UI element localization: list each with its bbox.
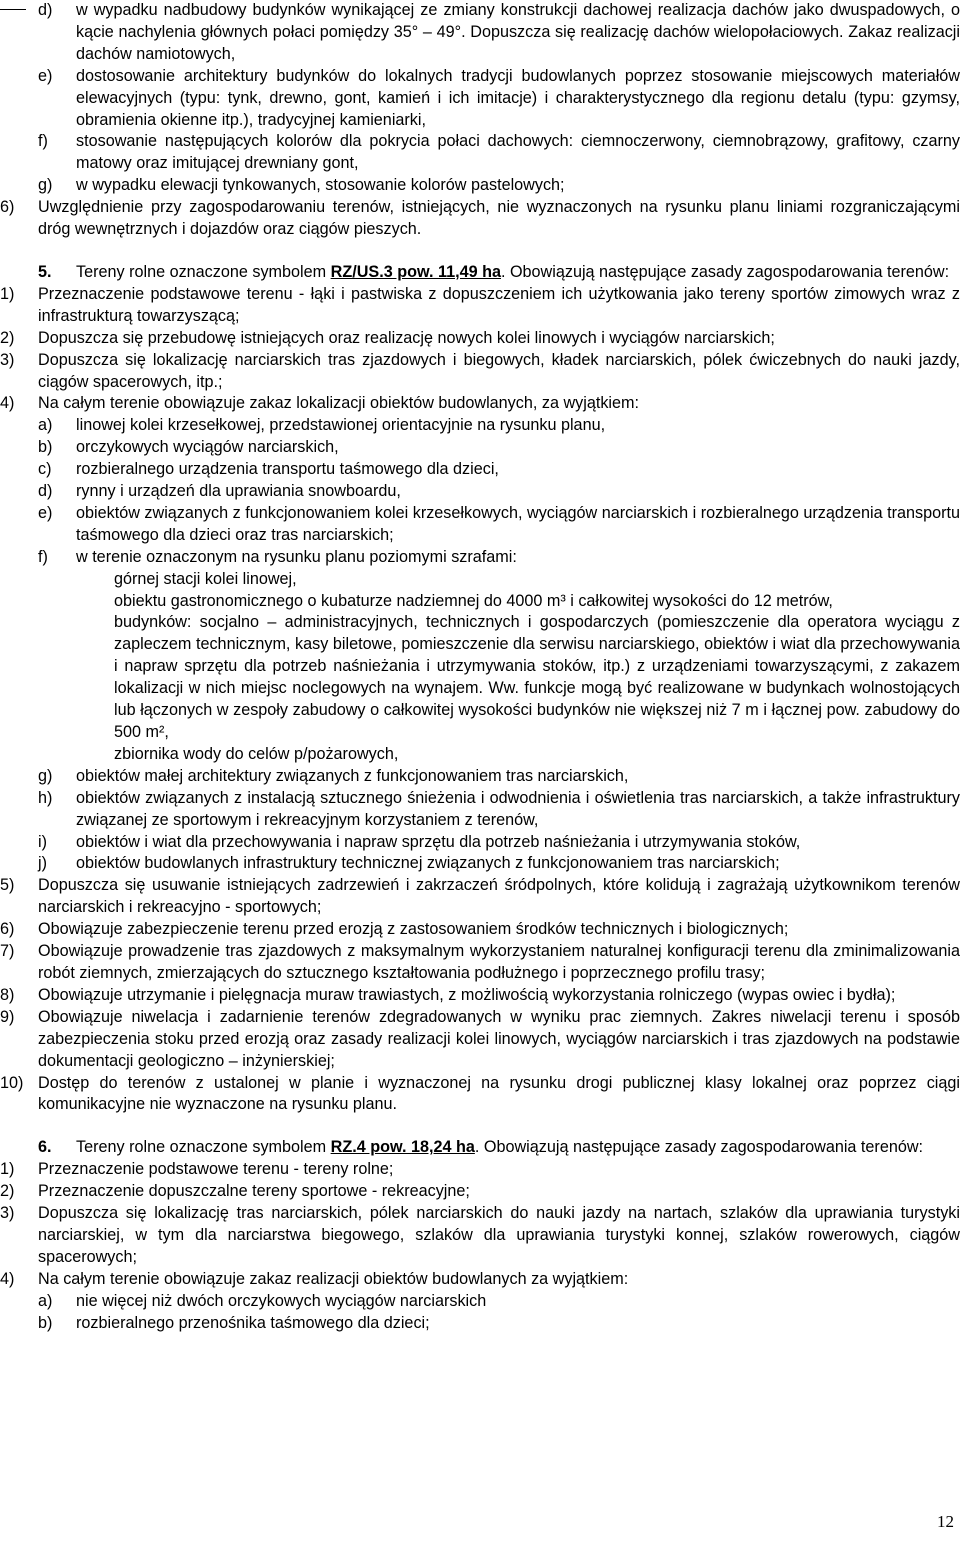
- item-text: w wypadku nadbudowy budynków wynikającej ze zmiany konstrukcji dachowej realizacja dachów jako dwuspadowych, o kącie nachylenia głównych połaci pomiędzy 35° – 49°. Dopuszcza się realizację dachów wielopołaciowych. Zakaz realizacji dachów namiotowych,: [76, 1, 960, 63]
- list-item: [0, 569, 960, 591]
- list-item: [0, 547, 960, 569]
- section-6-number: 6.: [38, 1138, 52, 1157]
- item-text: obiektów małej architektury związanych z funkcjonowaniem tras narciarskich,: [76, 766, 629, 785]
- list-item: [0, 459, 960, 481]
- list-item: [0, 1073, 960, 1117]
- section-5-heading: [0, 262, 960, 284]
- item-text: Na całym terenie obowiązuje zakaz lokalizacji obiektów budowlanych, za wyjątkiem:: [38, 394, 640, 413]
- list-item: [0, 919, 960, 941]
- list-item: [0, 1181, 960, 1203]
- item-number: i): [38, 832, 47, 851]
- item-text: Obowiązuje prowadzenie tras zjazdowych z maksymalnym wykorzystaniem naturalnej konfiguracji terenu dla zminimalizowania robót ziemnych, zmierzających do sztucznego kształtowania podłużnego i poprzecznego profilu trasy;: [38, 942, 960, 982]
- list-item: [0, 350, 960, 394]
- list-item: [0, 131, 960, 175]
- list-item: [0, 1313, 960, 1335]
- section-6-list: [0, 1159, 960, 1334]
- section-5-symbol: RZ/US.3 pow. 11,49 ha: [330, 262, 501, 281]
- item-text: Uwzględnienie przy zagospodarowaniu terenów, istniejących, nie wyznaczonych na rysunku planu liniami rozgraniczającymi dróg wewnętrznych i dojazdów oraz ciągów pieszych.: [38, 198, 960, 239]
- list-item: [0, 1203, 960, 1269]
- list-item: [0, 612, 960, 743]
- item-number: f): [38, 547, 48, 566]
- section-6-symbol: RZ.4 pow. 18,24 ha: [330, 1138, 475, 1157]
- item-text: budynków: socjalno – administracyjnych, technicznych i gospodarczych (pomieszczenie dla operatora wyciągu z zapleczem technicznym, kasy biletowe, pomieszczenie dla serwisu narciarskiego, obiektów i wiat dla przechowywania i napraw sprzętu dla potrzeb naśnieżania i utrzymywania stoków, itp.) z urządzeniami towarzyszącymi, z zakazem lokalizacji w nich miejsc noclegowych na wynajem. Ww. funkcje mogą być realizowane w budynkach wolnostojących lub łączonych w zespoły zabudowy o całkowitej wysokości budynków nie większej niż 7 m i łącznej pow. zabudowy do 500 m²,: [114, 613, 960, 741]
- list-item: [0, 788, 960, 832]
- item-number: b): [38, 438, 53, 457]
- item-number: 6): [0, 920, 15, 939]
- section-4-continuation: [0, 0, 960, 241]
- item-number: 1): [0, 284, 15, 303]
- list-item: [0, 875, 960, 919]
- list-item: [0, 0, 960, 66]
- section-6-post: . Obowiązują następujące zasady zagospodarowania terenów:: [474, 1138, 924, 1157]
- item-text: Przeznaczenie podstawowe terenu - tereny rolne;: [38, 1160, 394, 1179]
- list-item: [0, 832, 960, 854]
- item-number: 4): [0, 1269, 15, 1288]
- item-text: w terenie oznaczonym na rysunku planu poziomymi szrafami:: [76, 547, 517, 566]
- item-number: c): [38, 460, 52, 479]
- item-text: Obowiązuje utrzymanie i pielęgnacja muraw trawiastych, z możliwością wykorzystania rolniczego (wypas owiec i bydła);: [38, 985, 896, 1004]
- list-item: [0, 503, 960, 547]
- item-number: 2): [0, 1182, 15, 1201]
- item-number: b): [38, 1313, 53, 1332]
- page-number: 12: [937, 1512, 954, 1531]
- dash-marker: [76, 612, 114, 743]
- list-item: [0, 1269, 960, 1291]
- list-item: [0, 766, 960, 788]
- section-6-pre: Tereny rolne oznaczone symbolem: [76, 1138, 331, 1157]
- item-text: zbiornika wody do celów p/pożarowych,: [114, 744, 399, 763]
- item-number: 3): [0, 350, 15, 369]
- item-number: 8): [0, 985, 15, 1004]
- item-text: Obowiązuje niwelacja i zadarnienie terenów zdegradowanych w wyniku prac ziemnych. Zakres niwelacji terenu i sposób zabezpieczenia stoku przed erozją oraz zasady realizacji kolei linowych, wyciągów narciarskich i tras zjazdowych na podstawie dokumentacji geologiczno – inżynierskiej;: [38, 1007, 960, 1070]
- section-5-number: 5.: [38, 262, 52, 281]
- item-number: 6): [0, 198, 15, 217]
- item-text: obiektów związanych z funkcjonowaniem kolei krzesełkowych, wyciągów narciarskich i rozbieralnego urządzenia transportu taśmowego dla dzieci oraz tras narciarskich;: [76, 503, 960, 544]
- item-text: Dostęp do terenów z ustalonej w planie i wyznaczonej na rysunku drogi publicznej klasy lokalnej oraz poprzez ciągi komunikacyjne nie wyznaczone na rysunku planu.: [38, 1073, 960, 1114]
- item-text: Dopuszcza się przebudowę istniejących oraz realizację nowych kolei linowych i wyciągów narciarskich;: [38, 328, 775, 347]
- item-text: Dopuszcza się lokalizację tras narciarskich, pólek narciarskich do nauki jazdy na nartach, szlaków dla uprawiania turystyki narciarskiej, w tym dla narciarstwa biegowego, szlaków dla uprawiania turystyki konnej, szlaków rowerowych, ciągów spacerowych;: [38, 1204, 960, 1266]
- section-5-list: [0, 284, 960, 1116]
- list-item: [0, 853, 960, 875]
- section-6-heading: [0, 1137, 960, 1159]
- item-number: e): [38, 503, 53, 522]
- list-item: [0, 1159, 960, 1181]
- dash-marker: [76, 569, 114, 591]
- item-text: w wypadku elewacji tynkowanych, stosowanie kolorów pastelowych;: [76, 176, 565, 195]
- list-item: [0, 744, 960, 766]
- item-number: 4): [0, 394, 15, 413]
- item-text: Przeznaczenie podstawowe terenu - łąki i pastwiska z dopuszczeniem ich użytkowania jako tereny sportów zimowych wraz z infrastrukturą towarzyszącą;: [38, 284, 960, 325]
- item-text: stosowanie następujących kolorów dla pokrycia połaci dachowych: ciemnoczerwony, ciemnobrązowy, grafitowy, czarny matowy oraz imitującej drewniany gont,: [76, 132, 960, 173]
- list-item: [0, 175, 960, 197]
- item-text: rozbieralnego przenośnika taśmowego dla dzieci;: [76, 1313, 430, 1332]
- item-number: 3): [0, 1204, 15, 1223]
- list-item: [0, 437, 960, 459]
- item-number: 10): [0, 1073, 24, 1092]
- item-number: f): [38, 132, 48, 151]
- item-number: j): [38, 854, 47, 873]
- item-text: Przeznaczenie dopuszczalne tereny sportowe - rekreacyjne;: [38, 1182, 470, 1201]
- item-number: 7): [0, 942, 15, 961]
- item-text: Obowiązuje zabezpieczenie terenu przed erozją z zastosowaniem środków technicznych i biologicznych;: [38, 920, 789, 939]
- item-number: a): [38, 1291, 53, 1310]
- item-text: linowej kolei krzesełkowej, przedstawionej orientacyjnie na rysunku planu,: [76, 416, 606, 435]
- list-item: [0, 481, 960, 503]
- item-text: rozbieralnego urządzenia transportu taśmowego dla dzieci,: [76, 460, 499, 479]
- dash-marker: [76, 591, 114, 613]
- item-text: obiektów budowlanych infrastruktury technicznej związanych z funkcjonowaniem tras narciarskich;: [76, 854, 780, 873]
- item-text: obiektów i wiat dla przechowywania i napraw sprzętu dla potrzeb naśnieżania i utrzymywania stoków,: [76, 832, 801, 851]
- item-number: 5): [0, 876, 15, 895]
- item-text: obiektów związanych z instalacją sztucznego śnieżenia i odwodnienia i oświetlenia tras narciarskich, a także infrastruktury związanej ze sportowym i rekreacyjnym korzystaniem z terenów,: [76, 788, 960, 829]
- item-number: 2): [0, 328, 15, 347]
- item-number: h): [38, 788, 53, 807]
- section-5-post: . Obowiązują następujące zasady zagospodarowania terenów:: [500, 262, 950, 281]
- list-item: [0, 985, 960, 1007]
- item-text: nie więcej niż dwóch orczykowych wyciągów narciarskich: [76, 1291, 487, 1310]
- dash-marker: [76, 744, 114, 766]
- item-text: Dopuszcza się usuwanie istniejących zadrzewień i zakrzaczeń śródpolnych, które kolidują i zagrażają użytkownikom terenów narciarskich i rekreacyjno - sportowych;: [38, 876, 960, 917]
- item-number: d): [38, 482, 53, 501]
- list-item: [0, 1291, 960, 1313]
- item-number: g): [38, 176, 53, 195]
- item-text: orczykowych wyciągów narciarskich,: [76, 438, 339, 457]
- item-text: górnej stacji kolei linowej,: [114, 569, 297, 588]
- list-item: [0, 66, 960, 132]
- item-text: Dopuszcza się lokalizację narciarskich tras zjazdowych i biegowych, kładek narciarskich, pólek ćwiczebnych do nauki jazdy, ciągów spacerowych, itp.;: [38, 350, 960, 391]
- item-number: 1): [0, 1160, 15, 1179]
- list-item: [0, 591, 960, 613]
- item-text: obiektu gastronomicznego o kubaturze nadziemnej do 4000 m³ i całkowitej wysokości do 12 metrów,: [114, 591, 833, 610]
- list-item: [0, 393, 960, 415]
- section-5-pre: Tereny rolne oznaczone symbolem: [76, 262, 331, 281]
- list-item: [0, 328, 960, 350]
- list-item: [0, 284, 960, 328]
- item-number: g): [38, 766, 53, 785]
- item-number: e): [38, 66, 53, 85]
- item-text: Na całym terenie obowiązuje zakaz realizacji obiektów budowlanych za wyjątkiem:: [38, 1269, 629, 1288]
- item-number: d): [38, 1, 53, 19]
- item-number: a): [38, 416, 53, 435]
- list-item: [0, 941, 960, 985]
- list-item: [0, 197, 960, 241]
- item-text: rynny i urządzeń dla uprawiania snowboardu,: [76, 482, 401, 501]
- list-item: [0, 415, 960, 437]
- item-number: 9): [0, 1007, 15, 1026]
- item-text: dostosowanie architektury budynków do lokalnych tradycji budowlanych poprzez stosowanie miejscowych materiałów elewacyjnych (typu: tynk, drewno, gont, kamień i ich imitacje) i charakterystycznego dla regionu detalu (typu: gzymsy, obramienia okienne itp.), tradycyjnej kamieniarki,: [76, 66, 960, 129]
- list-item: [0, 1007, 960, 1073]
